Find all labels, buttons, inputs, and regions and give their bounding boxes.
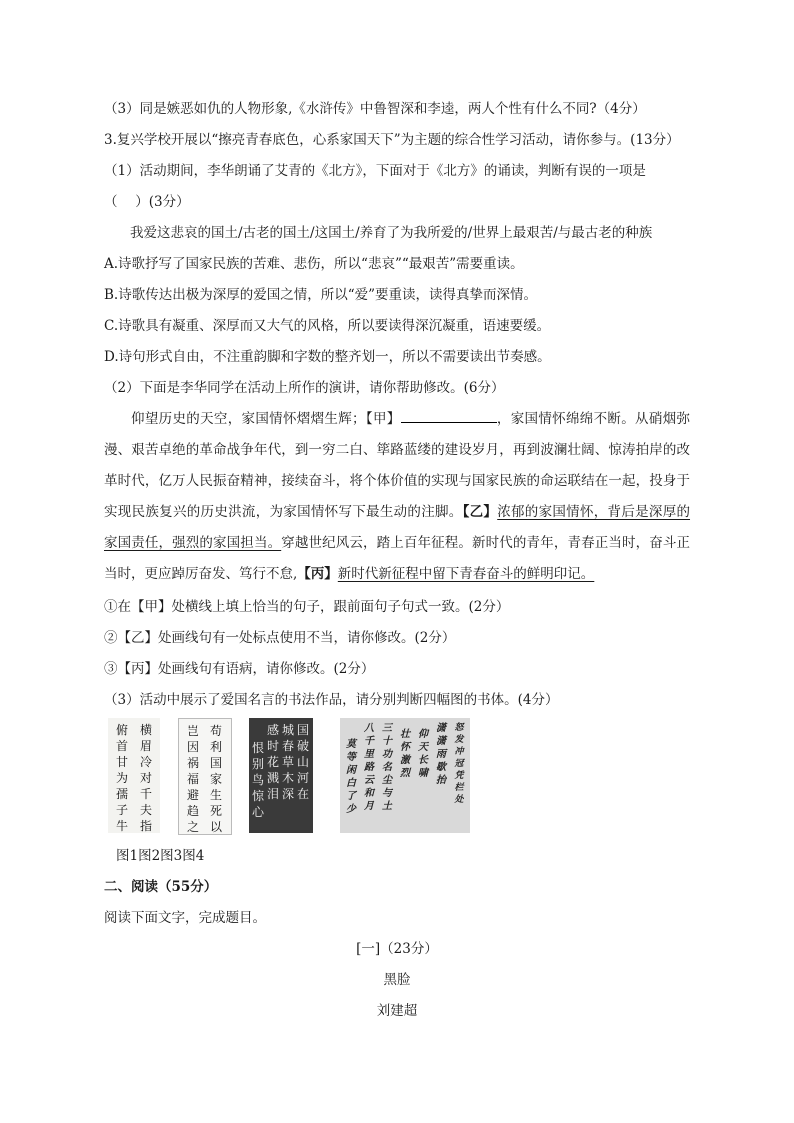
poem-excerpt: 我爱这悲哀的国土/古老的国土/这国土/养育了为我所爱的/世界上最艰苦/与最古老的种族 [130,225,653,241]
calligraphy-figure-4 [340,718,470,833]
fig2-col-2: 苟 利 国 家 生 死 以 [209,724,222,834]
speech-part-4: 穿越世纪风云，踏上百年征程。新时代的青年，青春正当时，奋斗正当时，更应踔厉奋发、笃行不怠, [104,535,690,582]
figure-caption: 图1图2图3图4 [116,848,205,864]
fig1-col-1: 俯 首 甘 为 孺 子 牛 [115,723,128,833]
fig4-col-4: 壮 怀 激 烈 [400,729,410,779]
underlined-bing: 新时代新征程中留下青春奋斗的鲜明印记。 [337,566,595,582]
blank-jia [401,408,497,423]
question-3-1-line2: （ ）(3分） [104,194,190,210]
fig3-col-1: 恨 别 鸟 惊 心 [251,741,264,819]
fig4-col-3: 三 十 功 名 尘 与 土 [382,723,392,812]
question-3-2: （2）下面是李华同学在活动上所作的演讲，请你帮助修改。(6分） [104,380,505,396]
mark-yi: 【乙】 [462,504,498,520]
fig2-col-1: 岂 因 祸 福 避 趋 之 [186,724,199,834]
question-3-title: 3.复兴学校开展以“擦亮青春底色，心系家国天下”为主题的综合性学习活动，请你参与。(13分） [104,132,680,148]
fig4-col-5: 仰 天 长 啸 [418,729,428,779]
calligraphy-figure-3 [249,718,313,833]
fig4-col-1: 莫 等 闲 白 了 少 [346,739,356,815]
calligraphy-figure-1 [108,718,160,833]
calligraphy-figure-2 [178,718,232,835]
option-d: D.诗句形式自由，不注重韵脚和字数的整齐划一，所以不需要读出节奏感。 [104,349,551,365]
fig1-col-2: 横 眉 冷 对 千 夫 指 [139,723,152,833]
question-3-3: （3）同是嫉恶如仇的人物形象,《水浒传》中鲁智深和李逵，两人个性有什么不同?（4分） [104,101,646,117]
option-a: A.诗歌抒写了国家民族的苦难、悲伤，所以“悲哀”“最艰苦”需要重读。 [104,256,524,272]
section-reading-heading: 二、阅读（55分） [104,879,218,895]
question-3-1-line1: （1）活动期间，李华朗诵了艾青的《北方》，下面对于《北方》的诵读，判断有误的一项是 [104,163,646,179]
sub-question-2: ②【乙】处画线句有一处标点使用不当，请你修改。(2分） [104,630,456,646]
fig4-col-6: 潇 潇 雨 歇 抬 [436,723,446,786]
reading-instruction: 阅读下面文字，完成题目。 [104,910,266,926]
fig4-col-2: 八 千 里 路 云 和 月 [364,723,374,812]
speech-part-1: 仰望历史的天空，家国情怀熠熠生辉；【甲】 [131,411,401,427]
mark-bing: 【丙】 [297,566,338,582]
fig3-col-2: 感 时 花 溅 泪 [266,723,279,801]
story-title: 黑脸 [383,972,411,988]
underlined-yi: 浓郁的家国情怀，背后是深厚的家国责任，强烈的家国担当。 [104,504,691,551]
option-c: C.诗歌具有凝重、深厚而又大气的风格，所以要读得深沉凝重，语速要缓。 [104,318,551,334]
speech-part-2: ，家国情怀绵绵不断。从硝烟弥漫、艰苦卓绝的革命战争年代，到一穷二白、筚路蓝缕的建设岁月，再到波澜壮阔、惊涛拍岸的改革时代，亿万人民振奋精神，接续奋斗，将个体价值的实现与国家民族的命运联结在一起，投身于实现民族复兴的历史洪流，为家国情怀写下最生动的注脚。 [104,411,691,520]
fig3-col-4: 国 破 山 河 在 [296,723,309,801]
fig4-col-7: 怒 发 冲 冠 凭 栏 处 [454,723,464,805]
speech-paragraph [104,404,690,590]
option-b: B.诗歌传达出极为深厚的爱国之情，所以“爱”要重读，读得真挚而深情。 [104,287,538,303]
fig3-col-3: 城 春 草 木 深 [281,723,294,801]
story-author: 刘建超 [376,1003,418,1019]
sub-question-1: ①在【甲】处横线上填上恰当的句子，跟前面句子句式一致。(2分） [104,599,510,615]
sub-question-3: ③【丙】处画线句有语病，请你修改。(2分） [104,661,375,677]
question-3-3b: （3）活动中展示了爱国名言的书法作品，请分别判断四幅图的书体。(4分） [104,692,559,708]
reading-part-1: [一]（23分） [356,941,438,957]
